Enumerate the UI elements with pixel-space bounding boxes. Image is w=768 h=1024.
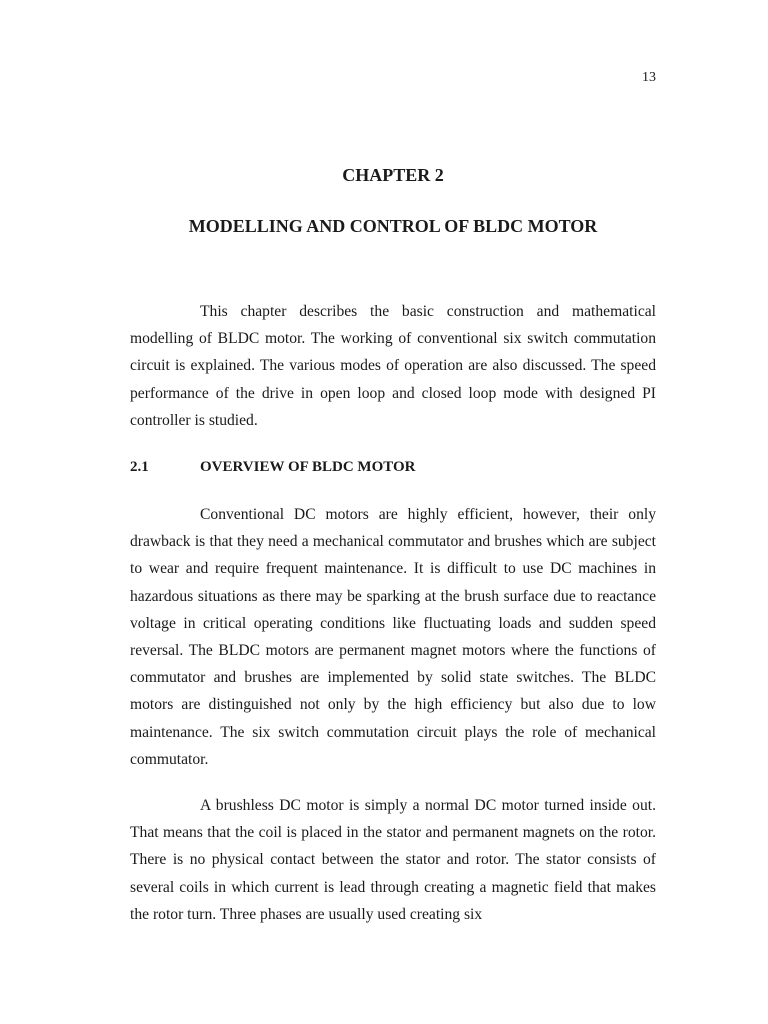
section-heading xyxy=(130,459,415,476)
body-paragraph: A brushless DC motor is simply a normal DC motor turned inside out. That means that the coil is placed in the stator and permanent magnets on the rotor. There is no physical contact between the stator and rotor. The stator consists of several coils in which current is lead through creating a magnetic field that makes the rotor turn. Three phases are usually used creating six xyxy=(130,797,656,923)
section-title: OVERVIEW OF BLDC MOTOR xyxy=(200,459,416,475)
section-number: 2.1 xyxy=(130,459,149,475)
chapter-label: CHAPTER 2 xyxy=(342,165,444,185)
page-number: 13 xyxy=(642,70,656,85)
intro-paragraph: This chapter describes the basic construction and mathematical modelling of BLDC motor. The working of conventional six switch commutation circuit is explained. The various modes of operation are also discussed. The speed performance of the drive in open loop and closed loop mode with designed PI controller is studied. xyxy=(130,303,656,429)
body-paragraph: Conventional DC motors are highly efficient, however, their only drawback is that they need a mechanical commutator and brushes which are subject to wear and require frequent maintenance. It is difficult to use DC machines in hazardous situations as there may be sparking at the brush surface due to reactance voltage in critical operating conditions like fluctuating loads and sudden speed reversal. The BLDC motors are permanent magnet motors where the functions of commutator and brushes are implemented by solid state switches. The BLDC motors are distinguished not only by the high efficiency but also due to low maintenance. The six switch commutation circuit plays the role of mechanical commutator. xyxy=(130,506,656,768)
chapter-title: MODELLING AND CONTROL OF BLDC MOTOR xyxy=(188,216,598,236)
